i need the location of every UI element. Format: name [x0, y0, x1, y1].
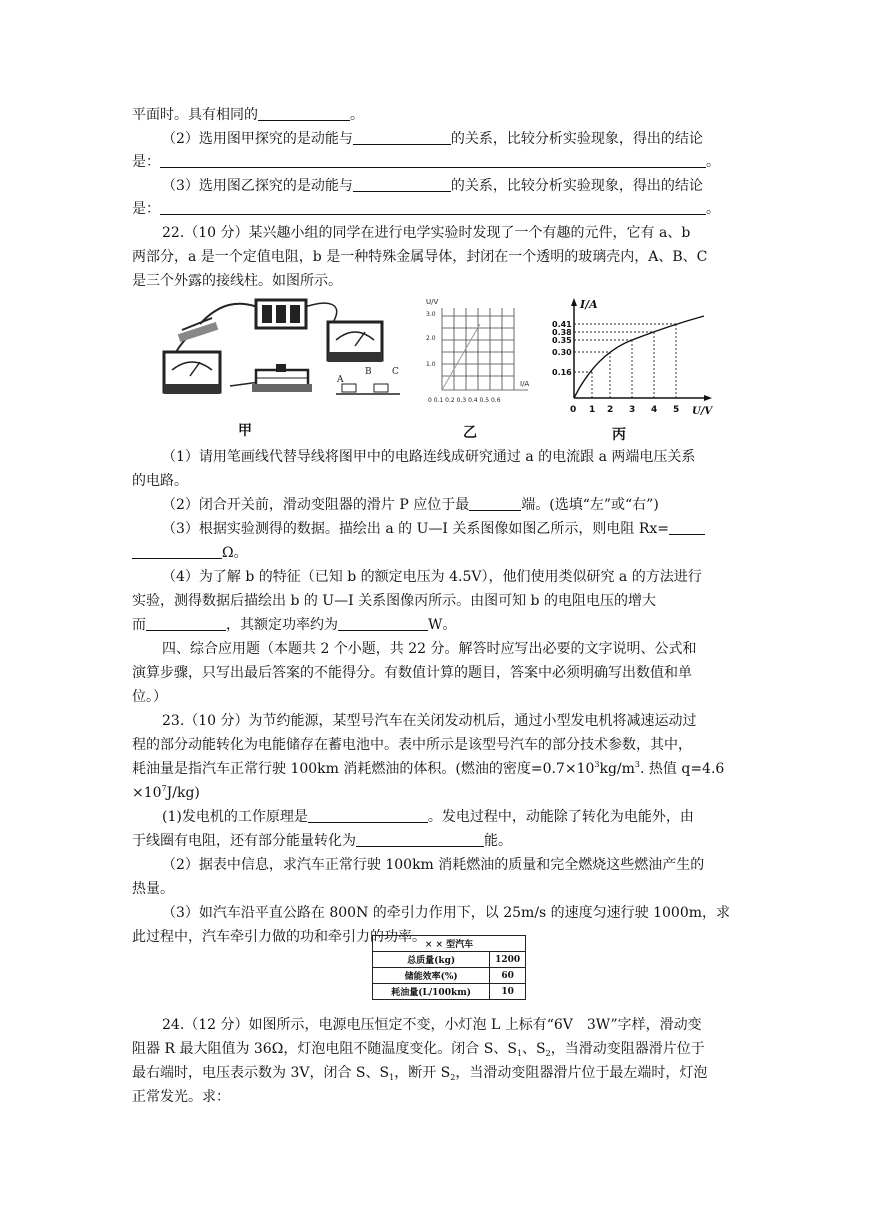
graph-bing-ytick: 0.30 — [552, 348, 572, 357]
graph-bing-ytick: 0.35 — [552, 336, 572, 345]
graph-yi-xticks: 0 0.1 0.2 0.3 0.4 0.5 0.6 — [428, 397, 501, 404]
section-heading: 四、综合应用题（本题共 2 个小题，共 22 分。解答时应写出必要的文字说明、公式和 — [162, 641, 697, 657]
figure-jia-label: 甲 — [238, 423, 252, 439]
text-line: （3）选用图乙探究的是动能与 的关系，比较分析实验现象，得出的结论 — [162, 178, 703, 194]
text-line: 是三个外露的接线柱。如图所示。 — [132, 273, 342, 289]
text-line: 阻器 R 最大阻值为 36Ω，灯泡电阻不随温度变化。闭合 S、$S_1$、$S_2$，当滑动变阻器滑片位于 — [132, 1041, 705, 1058]
table-cell-value: 1200 — [490, 952, 526, 968]
graph-bing-ytick: 0.41 — [552, 320, 572, 329]
text-line: 的电路。 — [132, 473, 188, 489]
graph-bing-xlabel: U/V — [692, 406, 713, 417]
text-line: 此过程中，汽车牵引力做的功和牵引力的功率。 — [132, 929, 426, 945]
table-cell-key: 储能效率(%) — [373, 968, 490, 984]
graph-bing-xtick: 0 — [570, 405, 577, 415]
car-parameter-table — [372, 935, 526, 1000]
text-line: （2）闭合开关前，滑动变阻器的滑片 P 应位于最 端。(选填“左”或“右”) — [162, 497, 659, 513]
graph-bing-xtick: 4 — [651, 405, 658, 415]
terminal-b-label: B — [365, 367, 372, 377]
answer-blank[interactable] — [132, 544, 222, 559]
graph-yi-ytick: 3.0 — [426, 311, 436, 318]
graph-bing-figure — [546, 294, 716, 420]
table-cell-value: 10 — [490, 984, 526, 1000]
answer-blank[interactable] — [356, 832, 484, 847]
table-title: × × 型汽车 — [373, 936, 526, 952]
graph-bing-ylabel: I/A — [580, 298, 598, 311]
graph-bing-xtick: 3 — [629, 405, 636, 415]
text-line: 是： 。 — [132, 154, 720, 170]
answer-blank[interactable] — [353, 130, 451, 145]
graph-bing-ytick: 0.38 — [552, 328, 572, 337]
text-line: 位。） — [132, 689, 167, 705]
table-row — [373, 984, 526, 1000]
graph-bing-xtick: 2 — [607, 405, 614, 415]
question-24-intro: 24.（12 分）如图所示，电源电压恒定不变，小灯泡 L 上标有“6V 3W”字样，滑动变 — [162, 1017, 702, 1033]
terminal-a-label: A — [337, 375, 344, 385]
text-line: 于线圈有电阻，还有部分能量转化为 能。 — [132, 833, 512, 849]
text-line: 正常发光。求： — [132, 1089, 230, 1105]
answer-blank[interactable] — [469, 496, 521, 511]
text-line: 是： 。 — [132, 201, 720, 217]
figure-bing-label: 丙 — [612, 427, 626, 443]
circuit-apparatus-figure — [160, 294, 408, 406]
graph-yi-figure — [420, 294, 540, 406]
text-line: 而 ，其额定功率约为 W。 — [132, 617, 457, 633]
answer-blank[interactable] — [258, 106, 350, 121]
text-line: 程的部分动能转化为电能储存在蓄电池中。表中所示是该型号汽车的部分技术参数，其中， — [132, 737, 692, 753]
table-cell-key: 总质量(kg) — [373, 952, 490, 968]
answer-blank[interactable] — [353, 177, 451, 192]
text-line: 最右端时，电压表示数为 3V，闭合 S、$S_1$，断开 $S_2$，当滑动变阻器滑片位于最左端时，灯泡 — [132, 1065, 708, 1082]
answer-blank[interactable] — [146, 616, 226, 631]
table-cell-value: 60 — [490, 968, 526, 984]
table-row — [373, 968, 526, 984]
text-line: （1）请用笔画线代替导线将图甲中的电路连线成研究通过 a 的电流跟 a 两端电压关系 — [162, 449, 696, 465]
graph-bing-xtick: 5 — [673, 405, 680, 415]
text-line: 耗油量是指汽车正常行驶 100km 消耗燃油的体积。(燃油的密度$=0.7\times 10^3kg/m^3$. 热值 q=4.6 — [132, 760, 725, 777]
answer-blank[interactable] — [160, 200, 706, 215]
answer-blank[interactable] — [338, 616, 428, 631]
graph-yi-ylabel: U/V — [426, 298, 439, 306]
table-row — [373, 952, 526, 968]
text-line: 热量。 — [132, 881, 174, 897]
text-line: 两部分，a 是一个定值电阻，b 是一种特殊金属导体，封闭在一个透明的玻璃壳内，A、B、C — [132, 249, 708, 265]
graph-bing-ytick: 0.16 — [552, 368, 572, 377]
text-line: （4）为了解 b 的特征（已知 b 的额定电压为 4.5V），他们使用类似研究 a 的方法进行 — [162, 569, 702, 585]
answer-blank[interactable] — [669, 520, 705, 535]
text-line: Ω。 — [132, 542, 738, 564]
answer-blank[interactable] — [160, 153, 706, 168]
text-line: $\times 10^7J/kg$) — [132, 784, 200, 801]
question-22-intro: 22.（10 分）某兴趣小组的同学在进行电学实验时发现了一个有趣的元件，它有 a、b — [162, 225, 691, 241]
graph-yi-xlabel: I/A — [520, 380, 530, 388]
question-23-intro: 23.（10 分）为节约能源，某型号汽车在关闭发动机后，通过小型发电机将减速运动过 — [162, 713, 697, 729]
text-line: 平面时。具有相同的 。 — [132, 107, 364, 123]
graph-bing-xtick: 1 — [589, 405, 596, 415]
graph-yi-ytick: 2.0 — [426, 335, 436, 342]
text-line: (1)发电机的工作原理是 。发电过程中，动能除了转化为电能外，由 — [162, 809, 694, 825]
answer-blank[interactable] — [308, 808, 428, 823]
terminal-c-label: C — [392, 367, 399, 377]
table-cell-key: 耗油量(L/100km) — [373, 984, 490, 1000]
text-line: 实验，测得数据后描绘出 b 的 U—I 关系图像丙所示。由图可知 b 的电阻电压的增大 — [132, 593, 656, 609]
graph-yi-ytick: 1.0 — [426, 361, 436, 368]
text-line: （3）根据实验测得的数据。描绘出 a 的 U—I 关系图像如图乙所示，则电阻 Rx= — [162, 518, 768, 540]
text-line: 演算步骤，只写出最后答案的不能得分。有数值计算的题目，答案中必须明确写出数值和单 — [132, 665, 692, 681]
table-title-row — [373, 936, 526, 952]
text-line: （3）如汽车沿平直公路在 800N 的牵引力作用下，以 25m/s 的速度匀速行驶 1000m，求 — [162, 905, 731, 921]
text-line: （2）据表中信息，求汽车正常行驶 100km 消耗燃油的质量和完全燃烧这些燃油产生的 — [162, 857, 705, 873]
text-line: （2）选用图甲探究的是动能与 的关系，比较分析实验现象，得出的结论 — [162, 131, 703, 147]
figure-yi-label: 乙 — [463, 425, 477, 441]
